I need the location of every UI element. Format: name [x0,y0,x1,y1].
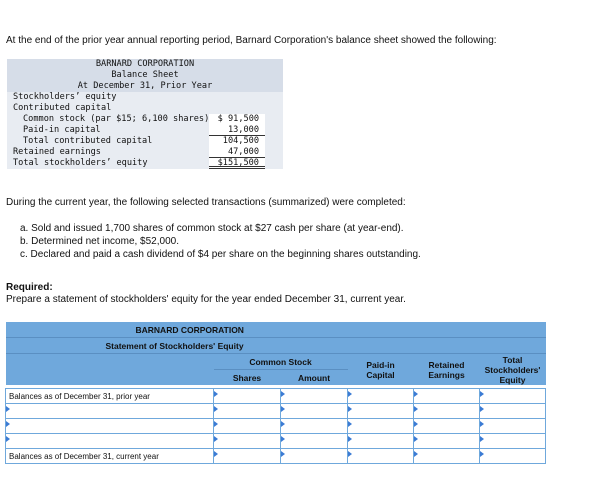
paid-in-header: Paid-in Capital [348,354,414,386]
bs-row: Retained earnings 47,000 [7,147,283,158]
required-text: Prepare a statement of stockholders' equity for the year ended December 31, current year. [6,294,406,305]
transaction-item: b. Determined net income, $52,000. [20,236,179,247]
total-header: Total Stockholders' Equity [480,354,546,386]
statement-company: BARNARD CORPORATION [6,322,414,338]
input-total[interactable] [480,419,546,434]
input-paid-in[interactable] [348,419,414,434]
input-amount[interactable] [281,419,348,434]
during-text: During the current year, the following selected transactions (summarized) were completed: [6,197,406,208]
row-label-prior: Balances as of December 31, prior year [6,389,214,404]
input-paid-in[interactable] [348,389,414,404]
statement-table [5,322,546,464]
transaction-item: c. Declared and paid a cash dividend of $4 per share on the beginning shares outstanding. [20,249,421,260]
input-paid-in[interactable] [348,404,414,419]
transaction-item: a. Sold and issued 1,700 shares of common stock at $27 cash per share (at year-end). [20,223,404,234]
shares-header: Shares [214,370,281,386]
balance-sheet [7,59,283,169]
bs-row: Common stock (par $15; 6,100 shares) $ 91,500 [7,114,283,125]
input-paid-in[interactable] [348,434,414,449]
bs-row: Total stockholders’ equity $151,500 [7,158,283,169]
input-retained[interactable] [414,434,480,449]
input-amount[interactable] [281,449,348,464]
required-label: Required: [6,282,53,293]
input-paid-in[interactable] [348,449,414,464]
statement-title: Statement of Stockholders' Equity [6,338,414,354]
bs-date: At December 31, Prior Year [7,81,283,92]
input-shares[interactable] [214,419,281,434]
intro-text: At the end of the prior year annual reporting period, Barnard Corporation's balance sheet showed the following: [6,35,497,46]
input-retained[interactable] [414,404,480,419]
bs-row: Contributed capital [7,103,283,114]
input-amount[interactable] [281,404,348,419]
input-total[interactable] [480,404,546,419]
input-amount[interactable] [281,389,348,404]
row-label-input[interactable] [6,419,214,434]
input-total[interactable] [480,434,546,449]
transaction-list [20,222,421,261]
input-shares[interactable] [214,389,281,404]
input-shares[interactable] [214,434,281,449]
input-amount[interactable] [281,434,348,449]
input-retained[interactable] [414,419,480,434]
input-total[interactable] [480,449,546,464]
amount-header: Amount [281,370,348,386]
common-stock-header: Common Stock [214,354,348,370]
bs-row: Paid-in capital 13,000 [7,125,283,136]
bs-row: Total contributed capital 104,500 [7,136,283,147]
retained-header: Retained Earnings [414,354,480,386]
row-label-current: Balances as of December 31, current year [6,449,214,464]
input-retained[interactable] [414,449,480,464]
input-total[interactable] [480,389,546,404]
bs-title: Balance Sheet [7,70,283,81]
input-retained[interactable] [414,389,480,404]
row-label-input[interactable] [6,404,214,419]
input-shares[interactable] [214,404,281,419]
row-label-input[interactable] [6,434,214,449]
bs-row: Stockholders’ equity [7,92,283,103]
bs-company: BARNARD CORPORATION [7,59,283,70]
input-shares[interactable] [214,449,281,464]
